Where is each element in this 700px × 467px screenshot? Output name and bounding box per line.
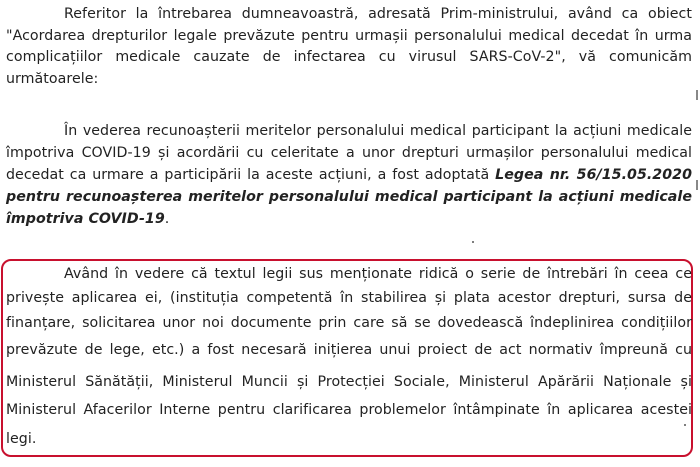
- paragraph2-line5: [6, 210, 169, 228]
- paragraph2-line2: împotriva COVID-19 și acordării cu celeritate a unor drepturi urmașilor personalului medical: [6, 145, 692, 161]
- paragraph3-line4: prevăzute de lege, etc.) a fost necesară inițierea unui proiect de act normativ împreună cu: [6, 342, 692, 358]
- paragraph1-line1: Referitor la întrebarea dumneavoastră, adresată Prim-ministrului, având ca obiect: [64, 6, 692, 22]
- paragraph1-line3: complicațiilor medicale cauzate de infectarea cu virusul SARS-CoV-2", vă comunicăm: [6, 49, 692, 65]
- paragraph2-line3-text: decedat ca urmare a participării la aceste acțiuni, a fost adoptată: [6, 167, 496, 183]
- paragraph2-line1: În vederea recunoașterii meritelor personalului medical participant la acțiuni medicale: [64, 123, 692, 139]
- paragraph3-line7: legi.: [6, 431, 37, 447]
- paragraph1-line2: "Acordarea drepturilor legale prevăzute pentru urmașii personalului medical decedat în urma: [6, 28, 692, 44]
- paragraph2-end: .: [164, 211, 170, 227]
- law-title-line2: împotriva COVID-19: [6, 211, 165, 227]
- paragraph1-line4: următoarele:: [6, 71, 99, 87]
- scan-speck: [472, 241, 474, 243]
- paragraph3-line5: Ministerul Sănătății, Ministerul Muncii și Protecției Sociale, Ministerul Apărării Naționale și: [6, 374, 692, 390]
- paragraph3-line2: privește aplicarea ei, (instituția competentă în stabilirea și plata acestor drepturi, sursa de: [6, 290, 692, 306]
- scan-edge-mark: [696, 90, 698, 100]
- paragraph3-line6: Ministerul Afacerilor Interne pentru clarificarea problemelor întâmpinate în aplicarea acestei: [6, 402, 692, 418]
- law-number: Legea nr. 56/15.05.2020: [495, 167, 692, 183]
- scan-speck: [684, 424, 686, 426]
- law-title-line1: pentru recunoașterea meritelor personalului medical participant la acțiuni medicale: [6, 189, 692, 205]
- paragraph2-line3: [6, 166, 692, 184]
- scan-edge-mark: [696, 180, 698, 190]
- paragraph3-line1: Având în vedere că textul legii sus menționate ridică o serie de întrebări în ceea ce: [64, 266, 692, 282]
- paragraph3-line3: finanțare, solicitarea unor noi documente prin care să se dovedească îndeplinirea condițiilor: [6, 315, 692, 331]
